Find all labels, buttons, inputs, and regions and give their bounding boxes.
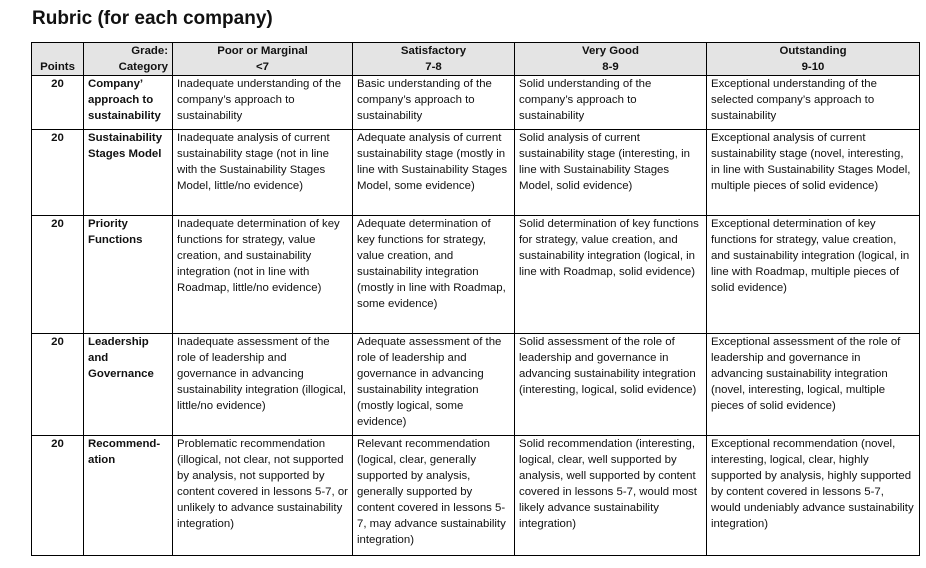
header-points: Points xyxy=(32,43,84,76)
row-points: 20 xyxy=(32,216,84,334)
page-title: Rubric (for each company) xyxy=(32,8,273,29)
level-range: 8-9 xyxy=(602,61,619,73)
cell-satisfactory: Adequate assessment of the role of leadership and governance in advancing sustainability integration (mostly logical, some evidence) xyxy=(353,334,515,436)
cell-outstanding: Exceptional determination of key functions for strategy, value creation, and sustainability integration (logical, in line with Roadmap, multiple pieces of solid evidence) xyxy=(707,216,920,334)
table-row xyxy=(32,130,920,216)
level-name: Outstanding xyxy=(779,45,847,57)
cell-outstanding: Exceptional analysis of current sustainability stage (novel, interesting, in line with Sustainability Stages Model, multiple pieces of solid evidence) xyxy=(707,130,920,216)
cell-poor: Inadequate determination of key functions for strategy, value creation, and sustainability integration (not in line with Roadmap, little/no evidence) xyxy=(173,216,353,334)
cell-outstanding: Exceptional understanding of the selected company’s approach to sustainability xyxy=(707,76,920,130)
row-category: Leadership and Governance xyxy=(84,334,173,436)
rubric-table xyxy=(31,42,920,556)
header-grade-category xyxy=(84,43,173,76)
level-name: Very Good xyxy=(582,45,639,57)
header-category-label: Category xyxy=(118,61,168,73)
row-points: 20 xyxy=(32,334,84,436)
header-level-outstanding xyxy=(707,43,920,76)
cell-very-good: Solid determination of key functions for strategy, value creation, and sustainability integration (logical, in line with Roadmap, solid evidence) xyxy=(515,216,707,334)
level-name: Poor or Marginal xyxy=(217,45,308,57)
row-points: 20 xyxy=(32,76,84,130)
cell-satisfactory: Adequate determination of key functions for strategy, value creation, and sustainability integration (mostly in line with Roadmap, some evidence) xyxy=(353,216,515,334)
cell-poor: Inadequate understanding of the company’s approach to sustainability xyxy=(173,76,353,130)
row-category: Recommend-ation xyxy=(84,436,173,556)
level-range: 9-10 xyxy=(801,61,825,73)
cell-outstanding: Exceptional assessment of the role of leadership and governance in advancing sustainability integration (novel, interesting, logical, multiple pieces of solid evidence) xyxy=(707,334,920,436)
cell-satisfactory: Basic understanding of the company’s approach to sustainability xyxy=(353,76,515,130)
table-row xyxy=(32,436,920,556)
cell-satisfactory: Adequate analysis of current sustainability stage (mostly in line with Sustainability Stages Model, some evidence) xyxy=(353,130,515,216)
row-points: 20 xyxy=(32,130,84,216)
cell-very-good: Solid assessment of the role of leadership and governance in advancing sustainability integration (interesting, logical, solid evidence) xyxy=(515,334,707,436)
header-row xyxy=(32,43,920,76)
row-category: Company’ approach to sustainability xyxy=(84,76,173,130)
cell-poor: Problematic recommendation (illogical, not clear, not supported by analysis, not supported by content covered in lessons 5-7, or unlikely to advance sustainability integration) xyxy=(173,436,353,556)
cell-very-good: Solid analysis of current sustainability stage (interesting, in line with Sustainability Stages Model, solid evidence) xyxy=(515,130,707,216)
table-row xyxy=(32,76,920,130)
table-row xyxy=(32,334,920,436)
table-row xyxy=(32,216,920,334)
cell-very-good: Solid recommendation (interesting, logical, clear, well supported by analysis, well supported by content covered in lessons 5-7, would most likely advance sustainability integration) xyxy=(515,436,707,556)
row-category: Sustainability Stages Model xyxy=(84,130,173,216)
cell-satisfactory: Relevant recommendation (logical, clear, generally supported by analysis, generally supported by content covered in lessons 5-7, may advance sustainability integration) xyxy=(353,436,515,556)
cell-very-good: Solid understanding of the company’s approach to sustainability xyxy=(515,76,707,130)
cell-poor: Inadequate analysis of current sustainability stage (not in line with the Sustainability Stages Model, little/no evidence) xyxy=(173,130,353,216)
header-level-very-good xyxy=(515,43,707,76)
level-name: Satisfactory xyxy=(400,45,467,57)
header-grade-label: Grade: xyxy=(131,45,168,57)
cell-outstanding: Exceptional recommendation (novel, interesting, logical, clear, highly supported by analysis, highly supported by content covered in lessons 5-7, would undeniably advance sustainability integration) xyxy=(707,436,920,556)
level-range: 7-8 xyxy=(425,61,442,73)
row-points: 20 xyxy=(32,436,84,556)
cell-poor: Inadequate assessment of the role of leadership and governance in advancing sustainability integration (illogical, little/no evidence) xyxy=(173,334,353,436)
level-range: <7 xyxy=(256,61,269,73)
header-level-satisfactory xyxy=(353,43,515,76)
header-level-poor xyxy=(173,43,353,76)
row-category: Priority Functions xyxy=(84,216,173,334)
